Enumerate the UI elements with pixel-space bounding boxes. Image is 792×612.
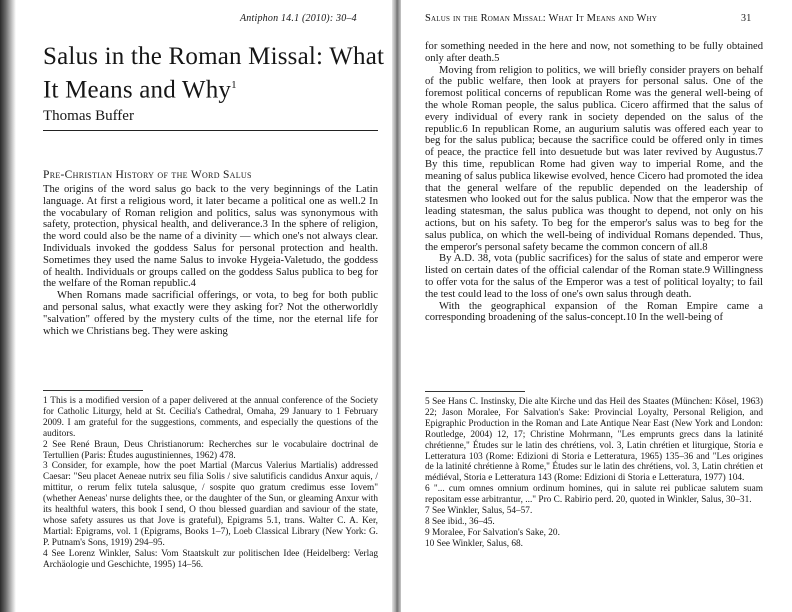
right-page	[401, 0, 792, 612]
body-paragraph: The origins of the word salus go back to the very beginnings of the Latin language. At first a religious word, it later became a political one as well.2 In the vocabulary of Roman religion and politics, salus was synonymous with safety, protection, physical health, and deliverance.3 In the sphere of religion, the word could also be the name of a divinity — which one's not always clear. Individuals invoked the goddess Salus for personal protection and health. Sometimes they used the name Salus to invoke Hygeia-Valetudo, the goddess of health. Individuals or groups called on the goddess Salus publica to beg for the welfare of the Roman republic.4	[43, 184, 378, 290]
section-heading: Pre-Christian History of the Word Salus	[43, 169, 252, 181]
right-body-text	[425, 41, 763, 324]
left-footnotes	[43, 396, 378, 571]
body-paragraph: When Romans made sacrificial offerings, or vota, to beg for both public and personal salus, what exactly were they asking for? Not the otherworldly "salvation" offered by the mystery cults of the time, nor the eternal life for which we Christians beg. They were asking	[43, 290, 378, 337]
title-note-marker: 1	[231, 79, 237, 91]
article-running-head: Salus in the Roman Missal: What It Means and Why	[425, 13, 658, 24]
book-gutter	[392, 0, 401, 612]
footnote: 8 See ibid., 36–45.	[425, 516, 495, 527]
footnote-rule	[425, 391, 525, 392]
body-paragraph: With the geographical expansion of the Roman Empire came a corresponding broadening of the salus-concept.10 In the well-being of	[425, 300, 763, 324]
footnote: 5 See Hans C. Instinsky, Die alte Kirche und das Heil des Staates (München: Kösel, 1963) 22; Jason Moralee, For Salvation's Sake: Provincial Loyalty, Personal Religion, and Epigraphic Production in the Roman and Late Antique Near East (New York and London: Routledge, 2004) 12, 17; Christine Mohrmann, "Les emprunts grecs dans la latinité chrétienne," Études sur le latin des chrétiens, vol. 3, Latin chrétien et liturgique, Storia e Letteratura 103 (Rome: Edizioni di Storia e Letteratura, 1965) 135–36 and "Les origines de la latinité chrétienne à Rome," Études sur le latin des chrétiens, vol. 3, Latin chrétien et médiéval, Storia e Letteratura 143 (Rome: Edizioni di Storia e Letteratura, 1977) 104.	[425, 397, 763, 484]
footnote: 10 See Winkler, Salus, 68.	[425, 538, 523, 549]
article-title-text: Salus in the Roman Missal: What It Means and Why	[43, 43, 385, 104]
body-paragraph: By A.D. 38, vota (public sacrifices) for the salus of state and emperor were listed on certain dates of the official calendar of the Roman state.9 Willingness to offer vota for the salus of the Emperor was a test of political loyalty; to fail the test could lead to the loss of one's own salus through death.	[425, 253, 763, 300]
footnote: 6 "... cum omnes omnium ordinum homines, qui in salute rei publicae salutem suam repositam esse arbitrantur, ..." Pro C. Rabirio perd. 20, quoted in Winkler, Salus, 30–31.	[425, 484, 763, 506]
right-footnotes	[425, 397, 763, 550]
footnote: 1 This is a modified version of a paper delivered at the annual conference of the Society for Catholic Liturgy, held at St. Cecilia's Cathedral, Omaha, 29 January to 1 February 2009. I am grateful for the suggestions, comments, and especially the questions of the auditors.	[43, 396, 378, 439]
footnote: 9 Moralee, For Salvation's Sake, 20.	[425, 527, 560, 538]
title-rule	[43, 130, 378, 131]
author-name: Thomas Buffer	[43, 108, 134, 124]
left-page	[0, 0, 392, 612]
page-number: 31	[741, 13, 752, 24]
footnote-rule	[43, 390, 143, 391]
footnote: 3 Consider, for example, how the poet Martial (Marcus Valerius Martialis) addressed Caesar: "Seu placet Aeneae nutrix seu filia Solis / sive salutificis candidus Anxur aquis, / mittitur, o rerum felix tutela salusque, / sospite quo gratum credimus esse Iovem" (whether Aeneas' nurse delights thee, or the daughter of the Sun, or gleaming Anxur with its healthful waters, this book I send, O thou blessed guardian and saviour of the state, whose safety assures us that Jove is grateful), Epigrams 5.1, trans. Walter C. A. Ker, Martial: Epigrams, vol. 1 (Epigrams, Books 1–7), Loeb Classical Library (New York: G. P. Putnam's Sons, 1919) 294–95.	[43, 461, 378, 548]
article-title	[43, 42, 388, 104]
footnote: 2 See René Braun, Deus Christianorum: Recherches sur le vocabulaire doctrinal de Tertullien (Paris: Études augustiniennes, 1962) 478.	[43, 439, 378, 461]
footnote: 7 See Winkler, Salus, 54–57.	[425, 506, 533, 517]
journal-running-head: Antiphon 14.1 (2010): 30–4	[240, 13, 357, 24]
left-body-text	[43, 184, 378, 337]
body-paragraph: for something needed in the here and now, not something to be fully obtained only after death.5	[425, 41, 763, 64]
footnote: 4 See Lorenz Winkler, Salus: Vom Staatskult zur politischen Idee (Heidelberg: Verlag Archäologie und Geschichte, 1995) 14–56.	[43, 548, 378, 570]
body-paragraph: Moving from religion to politics, we will briefly consider prayers on behalf of the public welfare, then look at prayers for personal salus. One of the foremost political concerns of republican Rome was the general well-being of the whole Roman people, the salus publica. Cicero affirmed that the salus of every individual of every rank in society depended on the salus of the republic.6 In republican Rome, an augurium salutis was offered each year to beg for the salus publica; because the sacrifice could be offered only in times of peace, the practice fell into desuetude but was later revived by Augustus.7 By this time, republican Rome had given way to imperial Rome, and the meaning of salus publica likewise evolved, hence Cicero had promoted the idea that the general welfare of the republic depended on the leadership of statesmen who looked out for the salus publica. Now that the emperor was the leading statesman, the salus publica was thought to depend, not only on his actions, but on his safety. To beg for the emperor's salus was to beg for the salus publica, on which the well-being of individual Romans depended. Thus, the emperor's personal safety became the common concern of all.8	[425, 64, 763, 253]
